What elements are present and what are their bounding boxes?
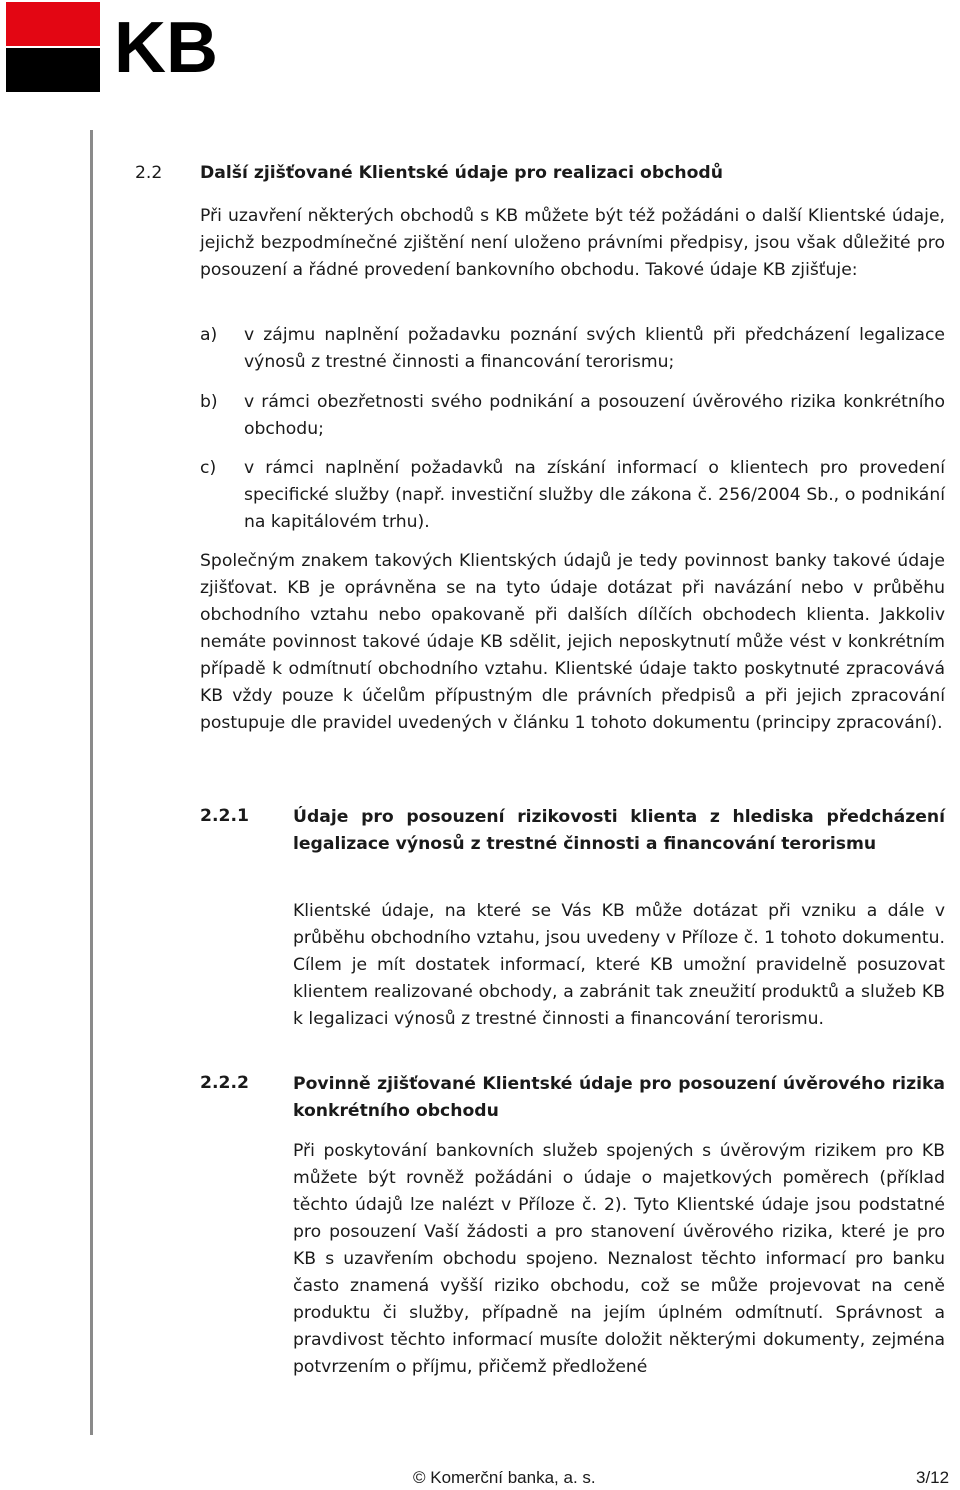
subsection-number: 2.2.1 xyxy=(200,806,249,826)
margin-rule xyxy=(90,130,93,1435)
subsection-title: Povinně zjišťované Klientské údaje pro posouzení úvěrového rizika konkrétního obchodu xyxy=(293,1074,945,1121)
section-paragraph: Společným znakem takových Klientských údajů je tedy povinnost banky takové údaje zjišťovat. KB je oprávněna se na tyto údaje dotázat při navázání nebo v průběhu obchodního vztahu nebo opakovaně při dalších dílčích obchodech klienta. Jakkoliv nemáte povinnost takové údaje KB sdělit, jejich neposkytnutí může vést v konkrétním případě k odmítnutí obchodního vztahu. Klientské údaje takto poskytnuté zpracovává KB vždy pouze k účelům přípustným dle právních předpisů a při jejich zpracování postupuje dle pravidel uvedených v článku 1 tohoto dokumentu (principy zpracování). xyxy=(200,551,945,733)
svg-text:KB: KB xyxy=(114,8,218,88)
list-marker: a) xyxy=(200,325,218,345)
kb-logo xyxy=(4,0,264,95)
subsection-number: 2.2.2 xyxy=(200,1073,249,1093)
subsection-body: Klientské údaje, na které se Vás KB může dotázat při vzniku a dále v průběhu obchodního vztahu, jsou uvedeny v Příloze č. 1 tohoto dokumentu. Cílem je mít dostatek informací, které KB umožní pravidelně posuzovat klientem realizované obchody, a zabránit tak zneužití produktů a služeb KB k legalizaci výnosů z trestné činnosti a financování terorismu. xyxy=(293,901,945,1029)
page-number: 3/12 xyxy=(916,1468,950,1487)
subsection-body: Při poskytování bankovních služeb spojených s úvěrovým rizikem pro KB můžete být rovněž požádáni o údaje o majetkových poměrech (příklad těchto údajů lze nalézt v Příloze č. 2). Tyto Klientské údaje jsou podstatné pro posouzení Vaší žádosti a pro stanovení úvěrového rizika, které je pro KB s uzavřením obchodu spojeno. Neznalost těchto informací pro banku často znamená vyšší riziko obchodu, což se může projevovat na ceně produktu či služby, případně na jejím úplném odmítnutí. Správnost a pravdivost těchto informací musíte doložit některými dokumenty, zejména potvrzením o příjmu, přičemž předložené xyxy=(293,1141,945,1377)
list-item xyxy=(200,389,945,443)
list-marker: b) xyxy=(200,392,218,412)
list-marker: c) xyxy=(200,458,217,478)
section-number: 2.2 xyxy=(135,163,163,183)
list-text: v rámci naplnění požadavků na získání informací o klientech pro provedení specifické služby (např. investiční služby dle zákona č. 256/2004 Sb., o podnikání na kapitálovém trhu). xyxy=(244,458,945,532)
section-intro: Při uzavření některých obchodů s KB můžete být též požádáni o další Klientské údaje, jejichž bezpodmínečné zjištění není uloženo právními předpisy, jsou však důležité pro posouzení a řádné provedení bankovního obchodu. Takové údaje KB zjišťuje: xyxy=(200,206,945,280)
list-text: v rámci obezřetnosti svého podnikání a posouzení úvěrového rizika konkrétního obchodu; xyxy=(244,392,945,439)
subsection-title: Údaje pro posouzení rizikovosti klienta z hlediska předcházení legalizace výnosů z trestné činnosti a financování terorismu xyxy=(293,807,945,854)
section-title: Další zjišťované Klientské údaje pro realizaci obchodů xyxy=(200,163,723,183)
list-item xyxy=(200,455,945,536)
list-text: v zájmu naplnění požadavku poznání svých klientů při předcházení legalizace výnosů z trestné činnosti a financování terorismu; xyxy=(244,325,945,372)
list-item xyxy=(200,322,945,376)
footer-copyright: © Komerční banka, a. s. xyxy=(413,1468,596,1487)
